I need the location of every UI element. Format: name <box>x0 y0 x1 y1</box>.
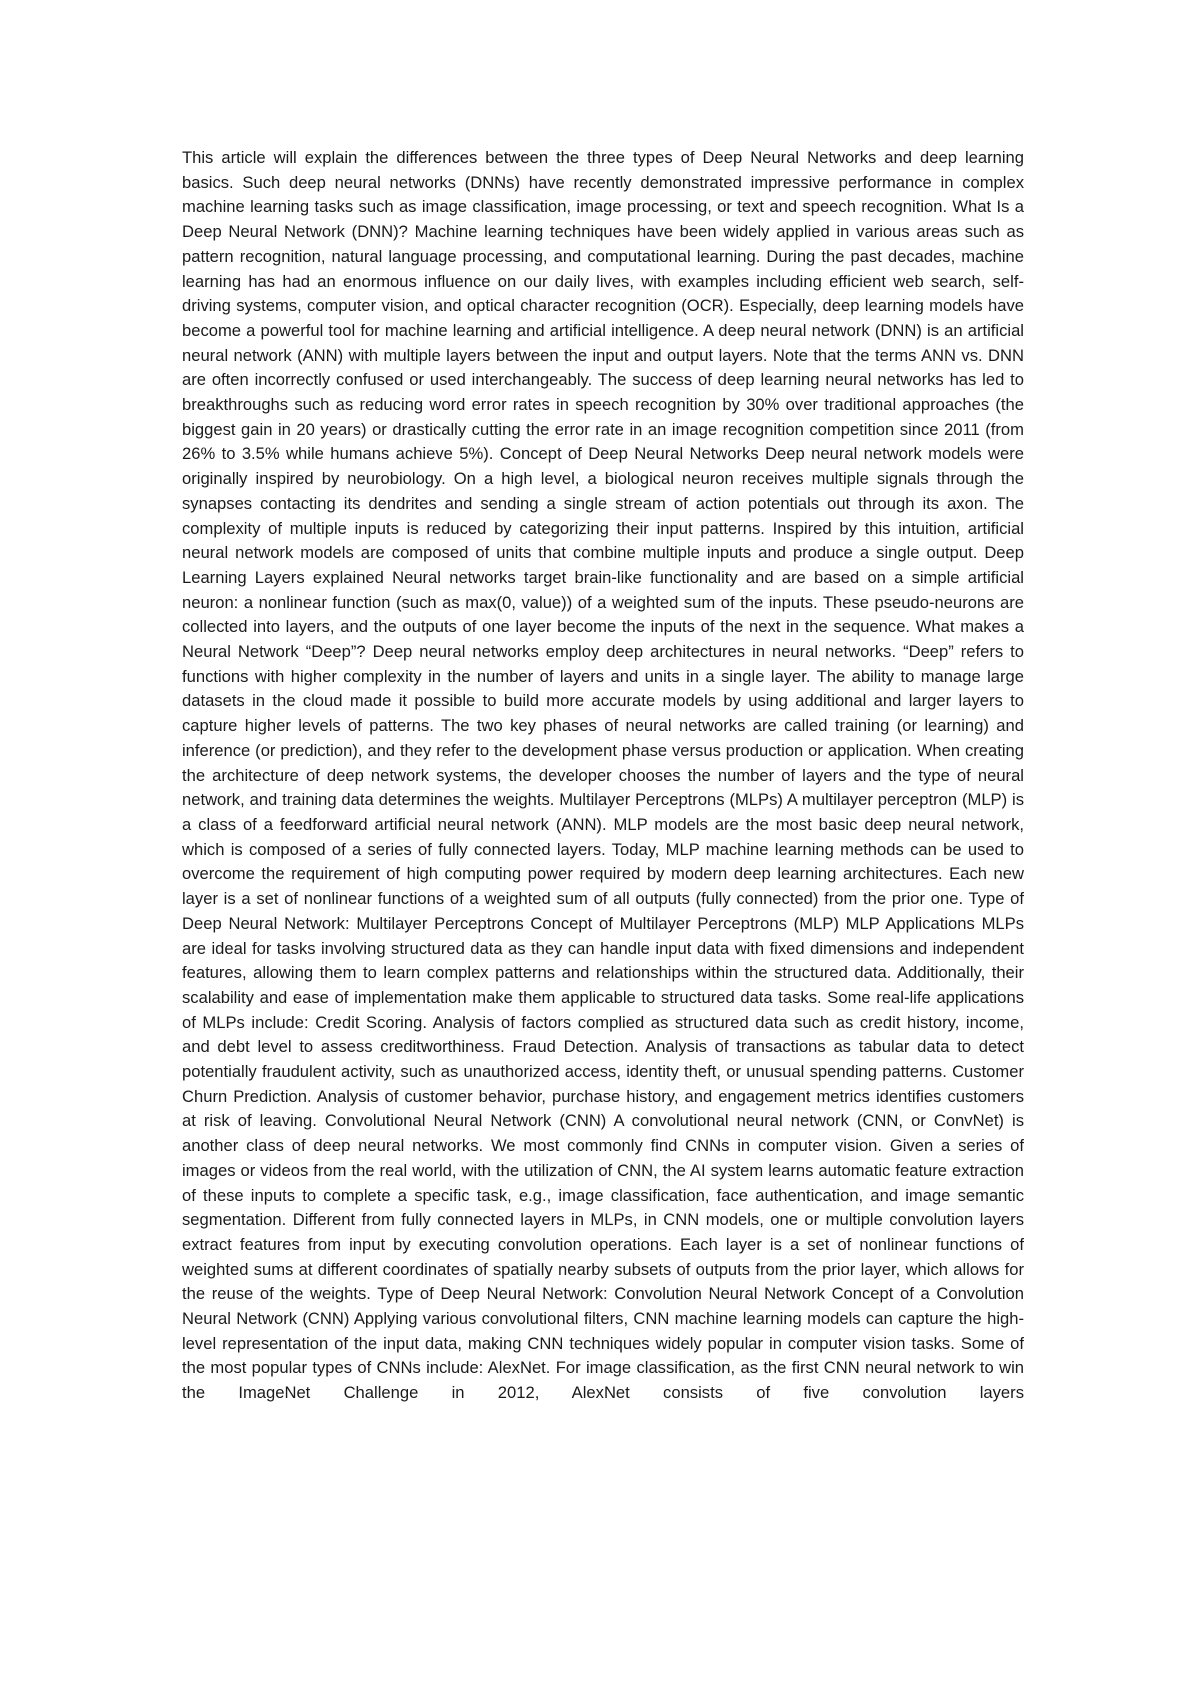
body-paragraph: This article will explain the differences between the three types of Deep Neural Networks and deep learning basics. Such deep neural networks (DNNs) have recently demonstrated impressive performance in complex machine learning tasks such as image classification, image processing, or text and speech recognition. What Is a Deep Neural Network (DNN)? Machine learning techniques have been widely applied in various areas such as pattern recognition, natural language processing, and computational learning. During the past decades, machine learning has had an enormous influence on our daily lives, with examples including efficient web search, self-driving systems, computer vision, and optical character recognition (OCR). Especially, deep learning models have become a powerful tool for machine learning and artificial intelligence. A deep neural network (DNN) is an artificial neural network (ANN) with multiple layers between the input and output layers. Note that the terms ANN vs. DNN are often incorrectly confused or used interchangeably. The success of deep learning neural networks has led to breakthroughs such as reducing word error rates in speech recognition by 30% over traditional approaches (the biggest gain in 20 years) or drastically cutting the error rate in an image recognition competition since 2011 (from 26% to 3.5% while humans achieve 5%). Concept of Deep Neural Networks Deep neural network models were originally inspired by neurobiology. On a high level, a biological neuron receives multiple signals through the synapses contacting its dendrites and sending a single stream of action potentials out through its axon. The complexity of multiple inputs is reduced by categorizing their input patterns. Inspired by this intuition, artificial neural network models are composed of units that combine multiple inputs and produce a single output. Deep Learning Layers explained Neural networks target brain-like functionality and are based on a simple artificial neuron: a nonlinear function (such as max(0, value)) of a weighted sum of the inputs. These pseudo-neurons are collected into layers, and the outputs of one layer become the inputs of the next in the sequence. What makes a Neural Network “Deep”? Deep neural networks employ deep architectures in neural networks. “Deep” refers to functions with higher complexity in the number of layers and units in a single layer. The ability to manage large datasets in the cloud made it possible to build more accurate models by using additional and larger layers to capture higher levels of patterns. The two key phases of neural networks are called training (or learning) and inference (or prediction), and they refer to the development phase versus production or application. When creating the architecture of deep network systems, the developer chooses the number of layers and the type of neural network, and training data determines the weights. Multilayer Perceptrons (MLPs) A multilayer perceptron (MLP) is a class of a feedforward artificial neural network (ANN). MLP models are the most basic deep neural network, which is composed of a series of fully connected layers. Today, MLP machine learning methods can be used to overcome the requirement of high computing power required by modern deep learning architectures. Each new layer is a set of nonlinear functions of a weighted sum of all outputs (fully connected) from the prior one. Type of Deep Neural Network: Multilayer Perceptrons Concept of Multilayer Perceptrons (MLP) MLP Applications MLPs are ideal for tasks involving structured data as they can handle input data with fixed dimensions and independent features, allowing them to learn complex patterns and relationships within the structured data. Additionally, their scalability and ease of implementation make them applicable to structured data tasks. Some real-life applications of MLPs include: Credit Scoring. Analysis of factors complied as structured data such as credit history, income, and debt level to assess creditworthiness. Fraud Detection. Analysis of transactions as tabular data to detect potentially fraudulent activity, such as unauthorized access, identity theft, or unusual spending patterns. Customer Churn Prediction. Analysis of customer behavior, purchase history, and engagement metrics identifies customers at risk of leaving. Convolutional Neural Network (CNN) A convolutional neural network (CNN, or ConvNet) is another class of deep neural networks. We most commonly find CNNs in computer vision. Given a series of images or videos from the real world, with the utilization of CNN, the AI system learns automatic feature extraction of these inputs to complete a specific task, e.g., image classification, face authentication, and image semantic segmentation. Different from fully connected layers in MLPs, in CNN models, one or multiple convolution layers extract features from input by executing convolution operations. Each layer is a set of nonlinear functions of weighted sums at different coordinates of spatially nearby subsets of outputs from the prior layer, which allows for the reuse of the weights. Type of Deep Neural Network: Convolution Neural Network Concept of a Convolution Neural Network (CNN) Applying various convolutional filters, CNN machine learning models can capture the high-level representation of the input data, making CNN techniques widely popular in computer vision tasks. Some of the most popular types of CNNs include: AlexNet. For image classification, as the first CNN neural network to win the ImageNet Challenge in 2012, AlexNet consists of five convolution layers <box>182 148 1024 1403</box>
